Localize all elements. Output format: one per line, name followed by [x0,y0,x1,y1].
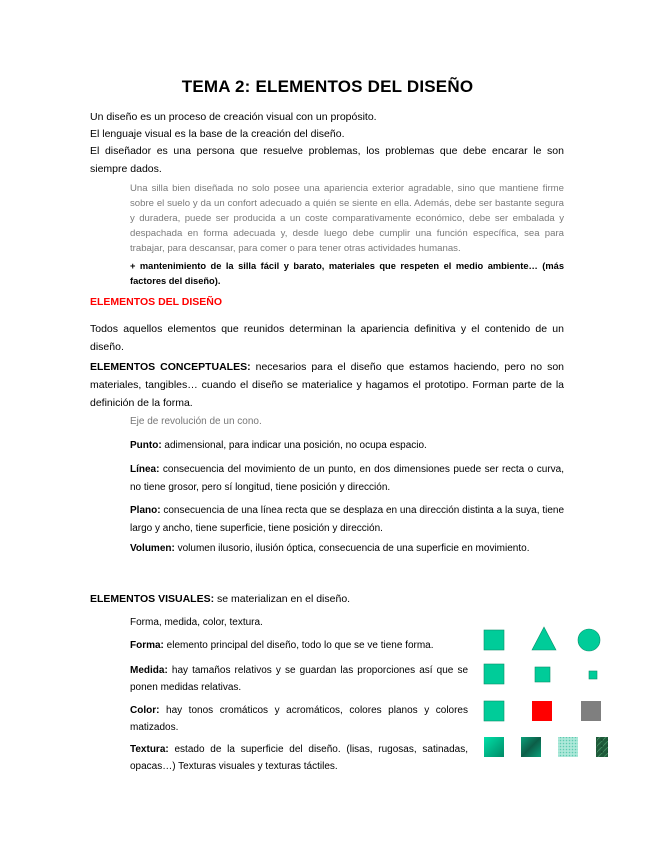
visual-text: se materializan en el diseño. [214,593,351,605]
size-large-square [484,664,504,684]
visual-item-label: Textura: [130,744,169,755]
color-green-square [484,701,504,721]
concept-plano [130,502,564,538]
square-shape [484,630,504,650]
size-medium-square [535,667,550,682]
concept-punto [130,437,564,455]
conceptual-paragraph [90,358,564,412]
visual-forma [130,637,468,654]
intro-line-1: Un diseño es un proceso de creación visual con un propósito. [90,111,377,123]
visual-textura [130,741,468,775]
concept-text: volumen ilusorio, ilusión óptica, consecuencia de una superficie en movimiento. [174,543,530,554]
texture-gradient-square [484,737,504,757]
chair-note: + mantenimiento de la silla fácil y barato, materiales que respeten el medio ambiente… (más factores del diseño). [130,261,564,286]
color-gray-square [581,701,601,721]
circle-shape [578,629,600,651]
visual-item-label: Color: [130,705,160,716]
visual-color [130,702,468,736]
texture-satin-square [521,737,541,757]
concept-text: adimensional, para indicar una posición, no ocupa espacio. [161,440,427,451]
visual-item-label: Medida: [130,665,168,676]
visual-item-text: elemento principal del diseño, todo lo que se ve tiene forma. [163,640,434,651]
intro-line-3: El diseñador es una persona que resuelve problemas, los problemas que debe encarar le son siempre dados. [90,145,564,175]
texture-dotted-square [558,737,578,757]
conceptual-text: necesarios para el diseño que estamos haciendo, pero no son materiales, tangibles… cuando el diseño se materialice y hagamos el prototipo. Forman parte de la definición de la forma. [90,361,565,409]
visual-item-text: hay tamaños relativos y se guardan las proporciones así que se ponen medidas relativas. [130,665,468,693]
visual-list-line: Forma, medida, color, textura. [130,617,263,628]
concept-linea [130,461,564,497]
section-intro: Todos aquellos elementos que reunidos determinan la apariencia definitiva y el contenido de un diseño. [90,323,564,353]
chair-quote: Una silla bien diseñada no solo posee una apariencia exterior agradable, sino que mantiene firme sobre el suelo y da un confort adecuado a quién se siente en ella. Además, debe ser bastante segura y duradera, puede ser producida a un coste comparativamente económico, debe ser embalada y despachada en forma adecuada y, desde luego debe cumplir una función específica, sea para trabajar, para descansar, para comer o para tener otras actividades humanas. [130,183,564,254]
intro-line-2: El lenguaje visual es la base de la creación del diseño. [90,128,345,140]
triangle-shape [532,627,556,650]
size-small-square [589,671,597,679]
cone-caption: Eje de revolución de un cono. [130,416,262,427]
concept-label: Volumen: [130,543,175,554]
concept-volumen [130,540,564,558]
visual-item-label: Forma: [130,640,164,651]
concept-text: consecuencia de una línea recta que se desplaza en una dirección distinta a la suya, tiene largo y ancho, tiene superficie, tiene posición y dirección. [130,505,564,534]
visual-paragraph [90,590,350,608]
visual-medida [130,662,468,696]
concept-label: Plano: [130,505,161,516]
visual-label: ELEMENTOS VISUALES: [90,593,215,605]
texture-marble-square [596,737,608,757]
concept-label: Punto: [130,440,162,451]
concept-text: consecuencia del movimiento de un punto, en dos dimensiones puede ser recta o curva, no tiene grosor, pero sí longitud, tiene posición y dirección. [130,464,564,493]
color-red-square [532,701,552,721]
page-title: TEMA 2: ELEMENTOS DEL DISEÑO [181,77,474,96]
conceptual-label: ELEMENTOS CONCEPTUALES: [90,361,251,373]
visual-item-text: estado de la superficie del diseño. (lisas, rugosas, satinadas, opacas…) Texturas visuales y texturas táctiles. [130,744,468,772]
visual-elements-illustration [478,622,608,762]
section-heading: ELEMENTOS DEL DISEÑO [90,296,223,308]
visual-item-text: hay tonos cromáticos y acromáticos, colores planos y colores matizados. [130,705,468,733]
concept-label: Línea: [130,464,160,475]
